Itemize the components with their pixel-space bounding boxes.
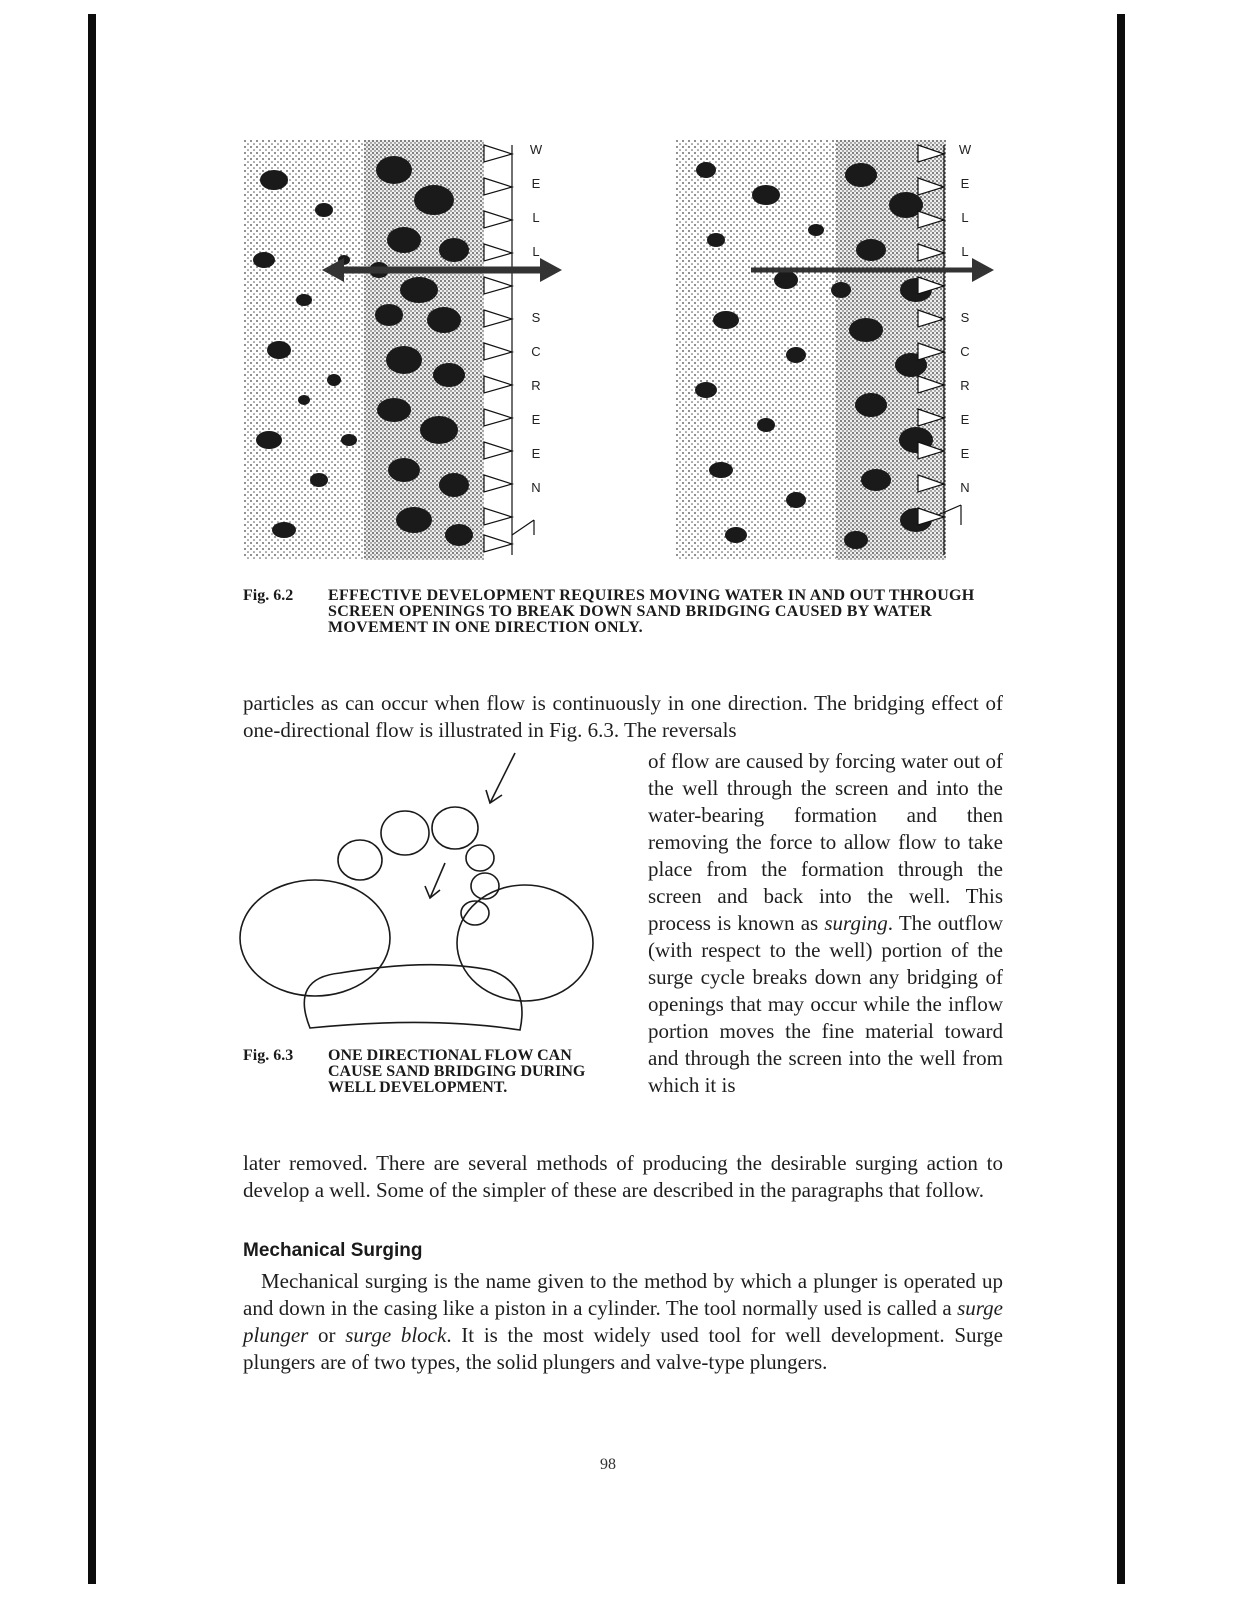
- page-number: 98: [600, 1456, 616, 1473]
- screen-letter: S: [531, 310, 541, 325]
- mech-text-part3: . It is the most widely used tool for well development. Surge plungers are of two types, the solid plungers and valve-type plungers.: [243, 1323, 1003, 1374]
- fig-6-2-caption-text: EFFECTIVE DEVELOPMENT REQUIRES MOVING WATER IN AND OUT THROUGH SCREEN OPENINGS TO BREAK DOWN SAND BRIDGING CAUSED BY WATER MOVEMENT IN ONE DIRECTION ONLY.: [328, 587, 975, 636]
- screen-letter: C: [960, 344, 970, 359]
- term-surging: surging: [824, 911, 888, 935]
- screen-letter: E: [960, 176, 970, 191]
- paragraph-bottom: later removed. There are several methods of producing the desirable surging action to develop a well. Some of the simpler of these are described in the paragraphs that follow.: [243, 1151, 1003, 1202]
- screen-letter: R: [960, 378, 970, 393]
- screen-letter: W: [529, 142, 543, 157]
- screen-letter: W: [958, 142, 972, 157]
- screen-letter: E: [531, 412, 541, 427]
- sand-bridge-grains-illustration: [230, 748, 610, 1048]
- mechanical-surging-paragraph: [243, 1268, 1003, 1376]
- term-surge-block: surge block: [345, 1323, 447, 1347]
- screen-letter: L: [961, 244, 969, 259]
- screen-letter: R: [531, 378, 541, 393]
- screen-letter: L: [961, 210, 969, 225]
- screen-letter: S: [960, 310, 970, 325]
- screen-letter: E: [960, 446, 970, 461]
- screen-letter: L: [532, 210, 540, 225]
- screen-letter: N: [960, 480, 970, 495]
- page-edge-left: [88, 14, 96, 1584]
- side-text-part1: of flow are caused by forcing water out of the well through the screen and into the water-bearing formation and then removing the force to allow flow to take place from the formation through the screen and back into the well. This process is known as: [648, 749, 1003, 935]
- term-surge-plunger: surge plunger: [243, 1296, 1003, 1347]
- fig-6-2-left-panel: [244, 140, 584, 560]
- fig-6-2-right-panel: [676, 140, 1016, 560]
- fig-6-3-drawing: [230, 748, 610, 1048]
- side-text-part2: . The outflow (with respect to the well) portion of the surge cycle breaks down any bridging of openings that may occur while the inflow portion moves the fine material toward and through the screen into the well from which it is: [648, 911, 1003, 1097]
- mech-text-part2: or: [308, 1323, 346, 1347]
- screen-letter: E: [531, 446, 541, 461]
- screen-letter: C: [531, 344, 541, 359]
- screen-letter: N: [531, 480, 541, 495]
- paragraph-top: particles as can occur when flow is continuously in one direction. The bridging effect of one-directional flow is illustrated in Fig. 6.3. The reversals: [243, 691, 1003, 742]
- fig-6-2-number: Fig. 6.2: [243, 587, 294, 604]
- page-edge-right: [1117, 14, 1125, 1584]
- mech-text-part1: Mechanical surging is the name given to the method by which a plunger is operated up and down in the casing like a piston in a cylinder. The tool normally used is called a: [243, 1269, 1003, 1320]
- screen-letter: E: [960, 412, 970, 427]
- fig-6-3-number: Fig. 6.3: [243, 1047, 294, 1064]
- screen-letter: E: [531, 176, 541, 191]
- screen-letter: L: [532, 244, 540, 259]
- fig-6-3-caption-text: ONE DIRECTIONAL FLOW CAN CAUSE SAND BRIDGING DURING WELL DEVELOPMENT.: [328, 1047, 586, 1096]
- paragraph-side: [648, 748, 1003, 1099]
- section-heading: Mechanical Surging: [243, 1240, 423, 1261]
